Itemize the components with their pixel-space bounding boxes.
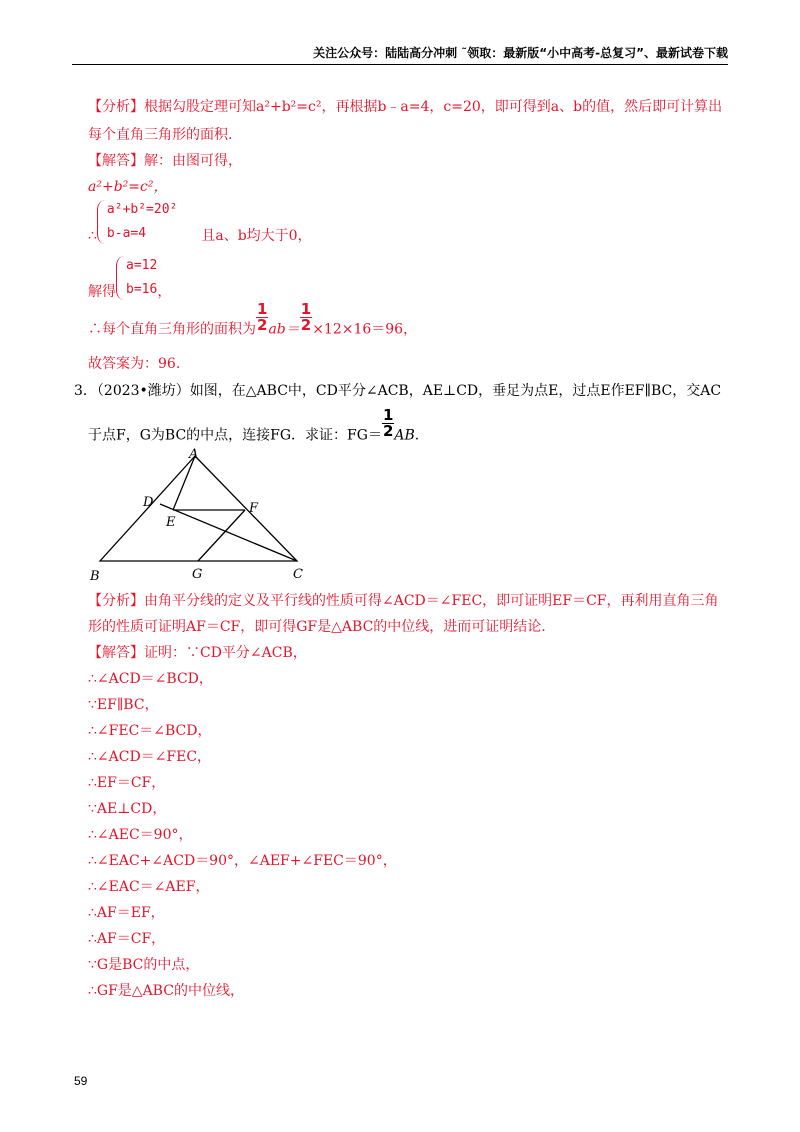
solution-tag: 【解答】 [88, 153, 144, 169]
proof-line-8: ∴∠EAC+∠ACD＝90°，∠AEF+∠FEC＝90°， [88, 853, 397, 869]
proof-line-4: ∴∠ACD＝∠FEC， [88, 749, 212, 765]
fraction-numerator: 1 [257, 300, 268, 318]
label-b: B [90, 569, 100, 584]
fraction-denominator: 2 [382, 422, 394, 440]
segment-fg [198, 510, 245, 561]
analysis2-line-1 [88, 590, 719, 610]
area-line [88, 302, 417, 339]
proof-line-12: ∵G是BC的中点， [88, 957, 200, 973]
analysis-tag: 【分析】 [88, 593, 144, 609]
label-d: D [143, 495, 154, 510]
system-of-equations [97, 198, 177, 246]
system-condition: 且a、b均大于0， [201, 228, 312, 244]
proof-line-2: ∵EF∥BC， [88, 697, 159, 713]
therefore-symbol: ∴ [88, 228, 97, 244]
system-row: b-a=4 [106, 226, 147, 241]
equation-pythagorean: a²+b²=c²， [88, 179, 168, 195]
solve-prefix: 解得 [88, 284, 116, 300]
solution-line-1 [88, 150, 242, 170]
question-3-line-1: 3．（2023•潍坊）如图，在△ABC中，CD平分∠ACB，AE⊥CD，垂足为点E，过点E作EF∥BC，交AC [74, 383, 722, 399]
area-mid: ab＝ [268, 321, 300, 338]
analysis-tag: 【分析】 [88, 99, 144, 115]
proof-line-3: ∴∠FEC＝∠BCD， [88, 723, 212, 739]
system-row: a²+b²=20² [106, 202, 178, 217]
page-header: 关注公众号：陆陆高分冲刺 ˜领取：最新版“小中高考-总复习”、最新试卷下载 [72, 44, 728, 65]
fraction-half [256, 302, 268, 333]
fraction-half [300, 302, 312, 333]
answer-line: 故答案为：96. [88, 356, 181, 372]
fraction-denominator: 2 [300, 316, 312, 334]
proof-line-11: ∴AF＝CF， [88, 931, 166, 947]
solution-system [116, 254, 157, 302]
label-c: C [293, 567, 303, 582]
geometry-figure [88, 448, 328, 588]
label-e: E [166, 515, 176, 530]
segment-ae [173, 456, 195, 510]
brace-icon [116, 256, 125, 300]
proof-text: 证明：∵CD平分∠ACB， [144, 645, 307, 661]
page-number: 59 [74, 1074, 88, 1088]
analysis2-line-2: 形的性质可证明AF＝CF，即可得GF是△ABC的中位线，进而可证明结论. [88, 619, 546, 635]
proof-line-5: ∴EF＝CF， [88, 775, 166, 791]
area-end: ×12×16＝96， [312, 321, 418, 338]
solution-tag: 【解答】 [88, 645, 144, 661]
question-3-line-2 [88, 408, 419, 445]
proof-line-1: ∴∠ACD＝∠BCD， [88, 671, 213, 687]
fraction-half [382, 408, 394, 439]
question-text: 于点F，G为BC的中点，连接FG．求证：FG＝ [88, 427, 382, 444]
analysis-line-1 [88, 96, 722, 116]
proof-line-13: ∴GF是△ABC的中位线， [88, 983, 244, 999]
proof-line-0 [88, 642, 307, 662]
equation-system-2 [88, 254, 171, 302]
analysis-text: 由角平分线的定义及平行线的性质可得∠ACD＝∠FEC，即可证明EF＝CF，再利用直角三角 [144, 593, 719, 609]
solve-suffix: ， [157, 284, 172, 300]
triangle-abc [100, 456, 297, 561]
fraction-denominator: 2 [257, 316, 268, 334]
system-row: a=12 [126, 258, 158, 273]
solution-text: 解：由图可得， [144, 153, 242, 169]
proof-line-7: ∴∠AEC＝90°， [88, 827, 193, 843]
fraction-numerator: 1 [300, 300, 312, 318]
label-g: G [192, 567, 203, 582]
fraction-numerator: 1 [382, 406, 394, 424]
proof-line-10: ∴AF＝EF， [88, 905, 165, 921]
area-prefix: ∴每个直角三角形的面积为 [88, 321, 256, 338]
brace-icon [97, 200, 106, 244]
label-a: A [189, 448, 199, 462]
proof-line-9: ∴∠EAC＝∠AEF， [88, 879, 210, 895]
analysis-line-2: 每个直角三角形的面积. [88, 127, 233, 143]
equation-system-1 [88, 198, 312, 246]
label-f: F [249, 501, 259, 516]
proof-line-6: ∵AE⊥CD， [88, 801, 167, 817]
question-text-end: AB. [394, 427, 420, 444]
analysis-text: 根据勾股定理可知a²+b²=c²，再根据b﹣a=4，c=20，即可得到a、b的值，然后即可计算出 [144, 99, 723, 115]
system-row: b=16 [126, 282, 158, 297]
segment-cd [160, 504, 297, 561]
